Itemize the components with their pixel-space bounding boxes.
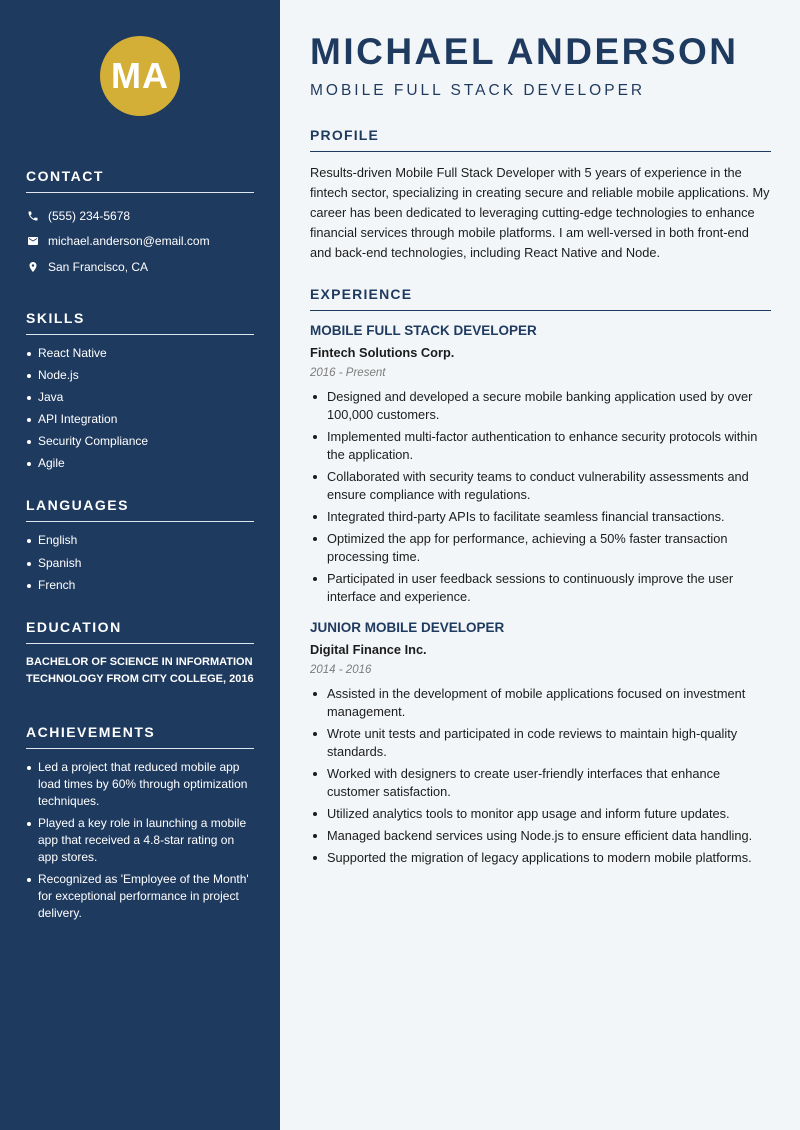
list-item: Worked with designers to create user-friendly interfaces that enhance customer satisfaction. — [310, 765, 771, 801]
list-item: Played a key role in launching a mobile app that received a 4.8-star rating on app stores. — [26, 815, 254, 866]
contact-location: San Francisco, CA — [48, 259, 149, 274]
list-item: Recognized as 'Employee of the Month' for exceptional performance in project delivery. — [26, 871, 254, 922]
list-item: Assisted in the development of mobile applications focused on investment management. — [310, 685, 771, 721]
list-item: Participated in user feedback sessions to continuously improve the user interface and experience. — [310, 570, 771, 606]
list-item: Wrote unit tests and participated in code reviews to maintain high-quality standards. — [310, 725, 771, 761]
job-title: MOBILE FULL STACK DEVELOPER — [310, 323, 537, 338]
skills-list — [26, 345, 254, 473]
list-item: Managed backend services using Node.js to ensure efficient data handling. — [310, 827, 771, 845]
list-item: Security Compliance — [26, 433, 254, 450]
candidate-title: MOBILE FULL STACK DEVELOPER — [310, 82, 646, 99]
list-item: English — [26, 532, 254, 549]
languages-section — [26, 497, 254, 593]
contact-phone: (555) 234-5678 — [48, 208, 131, 223]
sidebar — [0, 0, 280, 1130]
list-item: Designed and developed a secure mobile banking application used by over 100,000 customers. — [310, 388, 771, 424]
list-item: Supported the migration of legacy applications to modern mobile platforms. — [310, 849, 771, 867]
candidate-name: MICHAEL ANDERSON — [310, 31, 739, 72]
list-item: French — [26, 577, 254, 594]
phone-icon — [26, 209, 39, 222]
job-dates: 2016 - Present — [310, 367, 386, 379]
skills-heading: SKILLS — [26, 310, 254, 335]
job-entry — [310, 620, 771, 867]
job-bullets — [310, 685, 771, 867]
list-item: Led a project that reduced mobile app load times by 60% through optimization techniques. — [26, 759, 254, 810]
education-degree: BACHELOR OF SCIENCE IN INFORMATION TECHNOLOGY FROM CITY COLLEGE, 2016 — [26, 655, 254, 685]
job-bullets — [310, 388, 771, 606]
list-item: Implemented multi-factor authentication to enhance security protocols within the application. — [310, 428, 771, 464]
list-item: API Integration — [26, 411, 254, 428]
avatar: MA — [100, 36, 180, 116]
contact-phone-row — [26, 203, 254, 229]
education-section — [26, 619, 254, 688]
list-item: Agile — [26, 455, 254, 472]
profile-summary: Results-driven Mobile Full Stack Developer with 5 years of experience in the fintech sector, specializing in creating secure and reliable mobile applications. My career has been dedicated to leveraging cutting-edge technologies to enhance financial services through mobile platforms. I am well-versed in both front-end and back-end technologies, including React Native and Node. — [310, 165, 770, 260]
contact-section — [26, 168, 254, 280]
list-item: Optimized the app for performance, achieving a 50% faster transaction processing time. — [310, 530, 771, 566]
contact-location-row — [26, 254, 254, 280]
job-title: JUNIOR MOBILE DEVELOPER — [310, 620, 505, 635]
contact-email-row — [26, 229, 254, 255]
job-dates: 2014 - 2016 — [310, 664, 372, 676]
list-item: React Native — [26, 345, 254, 362]
contact-heading: CONTACT — [26, 168, 254, 193]
list-item: Spanish — [26, 555, 254, 572]
list-item: Java — [26, 389, 254, 406]
education-heading: EDUCATION — [26, 619, 254, 644]
job-company: Digital Finance Inc. — [310, 642, 427, 657]
achievements-heading: ACHIEVEMENTS — [26, 724, 254, 749]
contact-email: michael.anderson@email.com — [48, 234, 210, 249]
list-item: Integrated third-party APIs to facilitate seamless financial transactions. — [310, 508, 771, 526]
job-entry — [310, 323, 771, 606]
languages-heading: LANGUAGES — [26, 497, 254, 522]
experience-heading: EXPERIENCE — [310, 286, 771, 311]
achievements-section — [26, 724, 254, 922]
languages-list — [26, 532, 254, 593]
main-content — [310, 30, 771, 871]
job-company: Fintech Solutions Corp. — [310, 345, 455, 360]
mail-icon — [26, 235, 39, 248]
skills-section — [26, 310, 254, 473]
profile-heading: PROFILE — [310, 127, 771, 152]
list-item: Node.js — [26, 367, 254, 384]
achievements-list — [26, 759, 254, 922]
location-pin-icon — [26, 260, 39, 273]
list-item: Collaborated with security teams to conduct vulnerability assessments and ensure compliance with regulations. — [310, 468, 771, 504]
list-item: Utilized analytics tools to monitor app usage and inform future updates. — [310, 805, 771, 823]
